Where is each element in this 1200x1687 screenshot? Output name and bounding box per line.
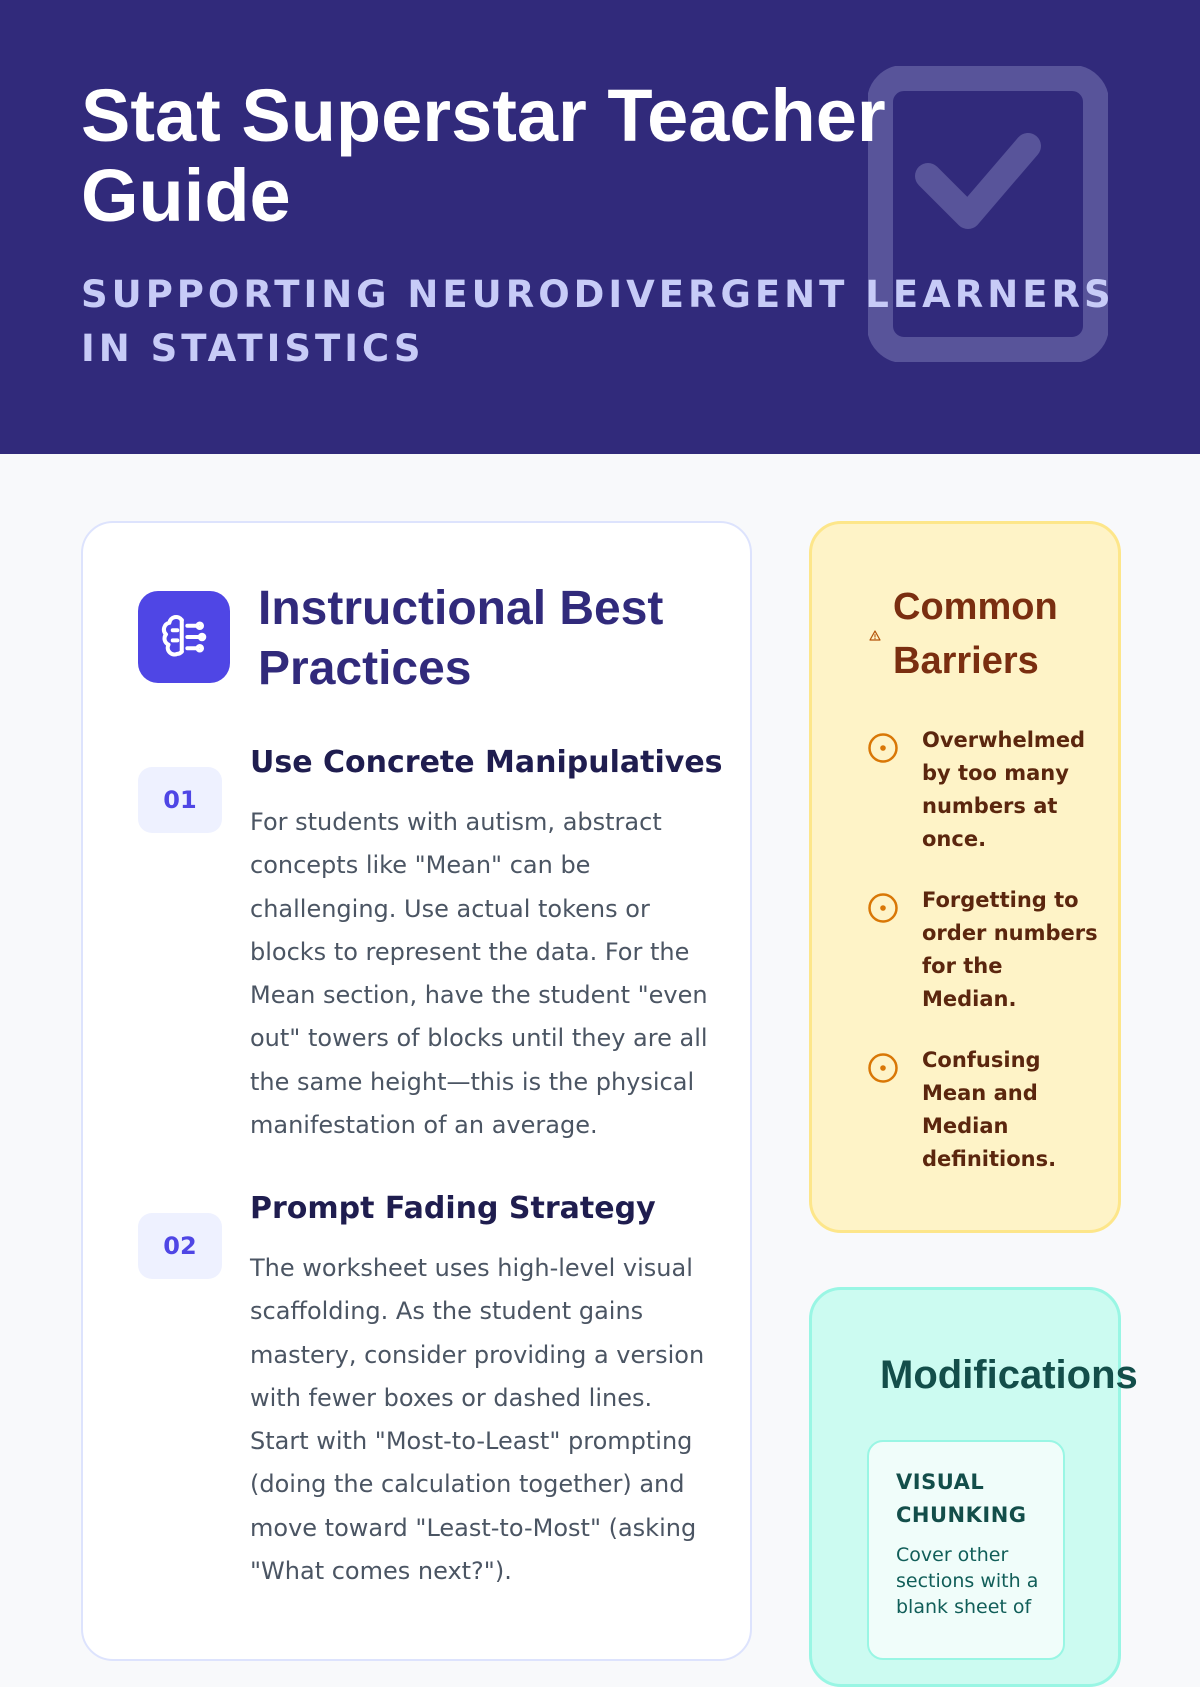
modifications-card: [809, 1287, 1138, 1687]
modification-title: VISUAL CHUNKING: [896, 1470, 1027, 1527]
barrier-text: Confusing Mean and Median definitions.: [922, 1048, 1057, 1171]
target-icon: [867, 1052, 899, 1084]
modification-body: Cover other sections with a blank sheet of: [896, 1544, 1039, 1618]
practice-title: Prompt Fading Strategy: [250, 1191, 656, 1226]
page-subtitle: SUPPORTING NEURODIVERGENT LEARNERS IN STATISTICS: [81, 273, 1115, 370]
best-practices-card: [81, 521, 752, 1661]
practice-body: For students with autism, abstract concepts like "Mean" can be challenging. Use actual tokens or blocks to represent the data. For the Mean section, have the student "even out" towers of blocks until they are all the same height—this is the physical manifestation of an average.: [250, 808, 708, 1140]
practice-number-badge: 01: [138, 767, 222, 833]
modification-item: [867, 1440, 1065, 1660]
practice-title: Use Concrete Manipulatives: [250, 745, 723, 780]
target-icon: [867, 732, 899, 764]
warning-icon: [869, 630, 881, 641]
target-icon: [867, 892, 899, 924]
best-practices-title: Instructional Best Practices: [258, 582, 664, 695]
brain-icon: [138, 591, 230, 683]
modifications-title: Modifications: [880, 1353, 1138, 1397]
page-title: Stat Superstar Teacher Guide: [81, 74, 886, 237]
practice-body: The worksheet uses high-level visual scaffolding. As the student gains mastery, consider providing a version with fewer boxes or dashed lines. Start with "Most-to-Least" prompting (doing the calculation together) and move toward "Least-to-Most" (asking "What comes next?").: [250, 1254, 705, 1586]
barriers-title: Common Barriers: [893, 586, 1058, 682]
practice-number-badge: 02: [138, 1213, 222, 1279]
header-banner: [0, 0, 1200, 454]
common-barriers-card: [809, 521, 1121, 1233]
barrier-text: Forgetting to order numbers for the Median.: [922, 888, 1098, 1011]
barrier-text: Overwhelmed by too many numbers at once.: [922, 728, 1086, 851]
